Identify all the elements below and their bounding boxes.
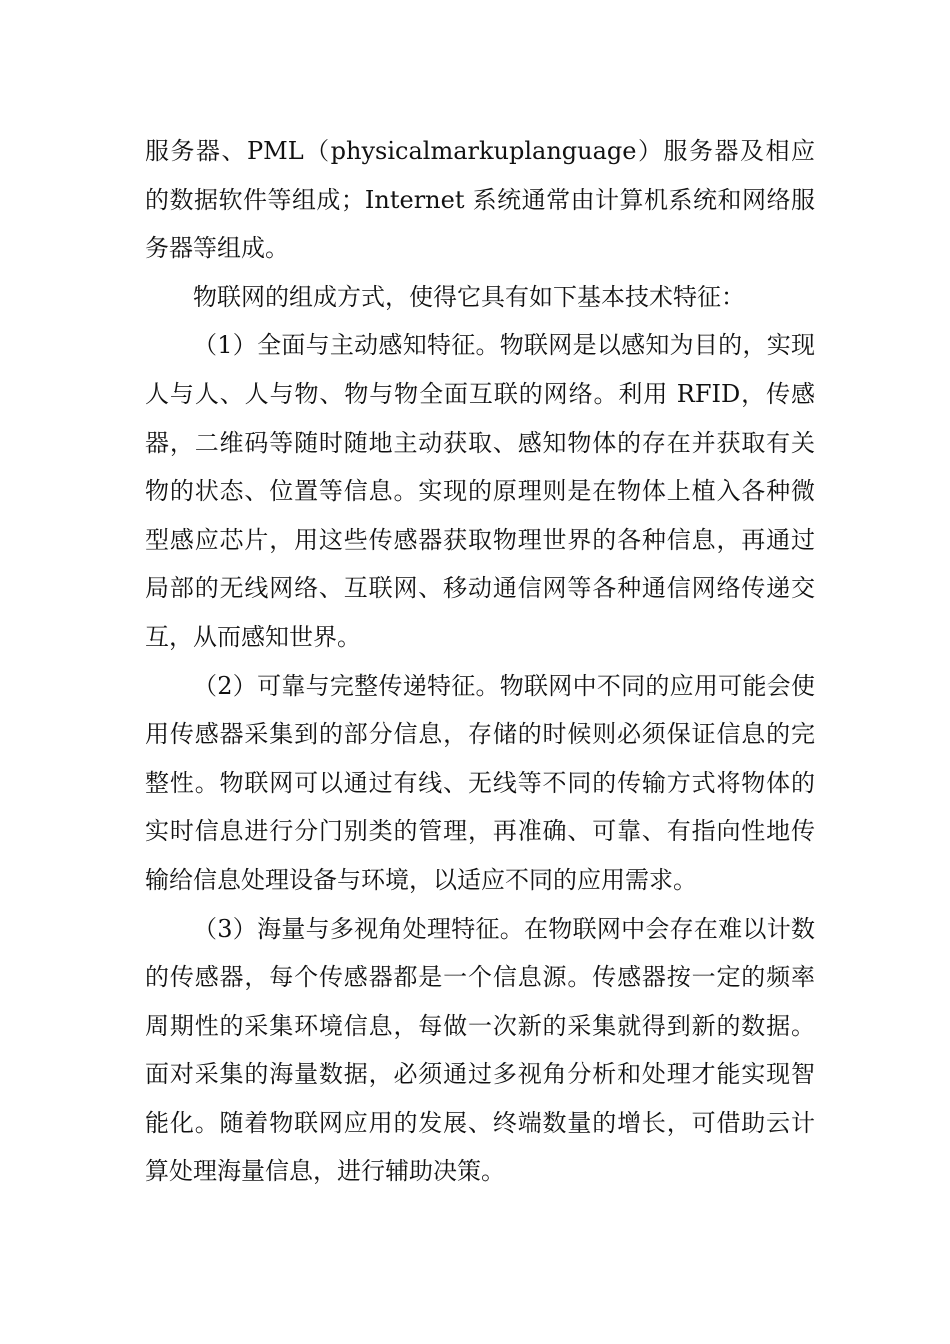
paragraph-feature-1: （1）全面与主动感知特征。物联网是以感知为目的，实现人与人、人与物、物与物全面互联的网络。利用 RFID，传感器，二维码等随时随地主动获取、感知物体的存在并获取有关物的状态、位置等信息。实现的原理则是在物体上植入各种微型感应芯片，用这些传感器获取物理世界的各种信息，再通过局部的无线网络、互联网、移动通信网等各种通信网络传递交互，从而感知世界。 bbox=[145, 331, 815, 651]
document-body bbox=[145, 127, 815, 1196]
paragraph-continuation: 服务器、PML（physicalmarkuplanguage）服务器及相应的数据软件等组成；Internet 系统通常由计算机系统和网络服务器等组成。 bbox=[145, 137, 815, 263]
paragraph-feature-2: （2）可靠与完整传递特征。物联网中不同的应用可能会使用传感器采集到的部分信息，存储的时候则必须保证信息的完整性。物联网可以通过有线、无线等不同的传输方式将物体的实时信息进行分门别类的管理，再准确、可靠、有指向性地传输给信息处理设备与环境，以适应不同的应用需求。 bbox=[145, 671, 815, 894]
paragraph-intro: 物联网的组成方式，使得它具有如下基本技术特征： bbox=[193, 282, 745, 311]
paragraph-feature-3: （3）海量与多视角处理特征。在物联网中会存在难以计数的传感器，每个传感器都是一个信息源。传感器按一定的频率周期性的采集环境信息，每做一次新的采集就得到新的数据。面对采集的海量数据，必须通过多视角分析和处理才能实现智能化。随着物联网应用的发展、终端数量的增长，可借助云计算处理海量信息，进行辅助决策。 bbox=[145, 914, 815, 1186]
